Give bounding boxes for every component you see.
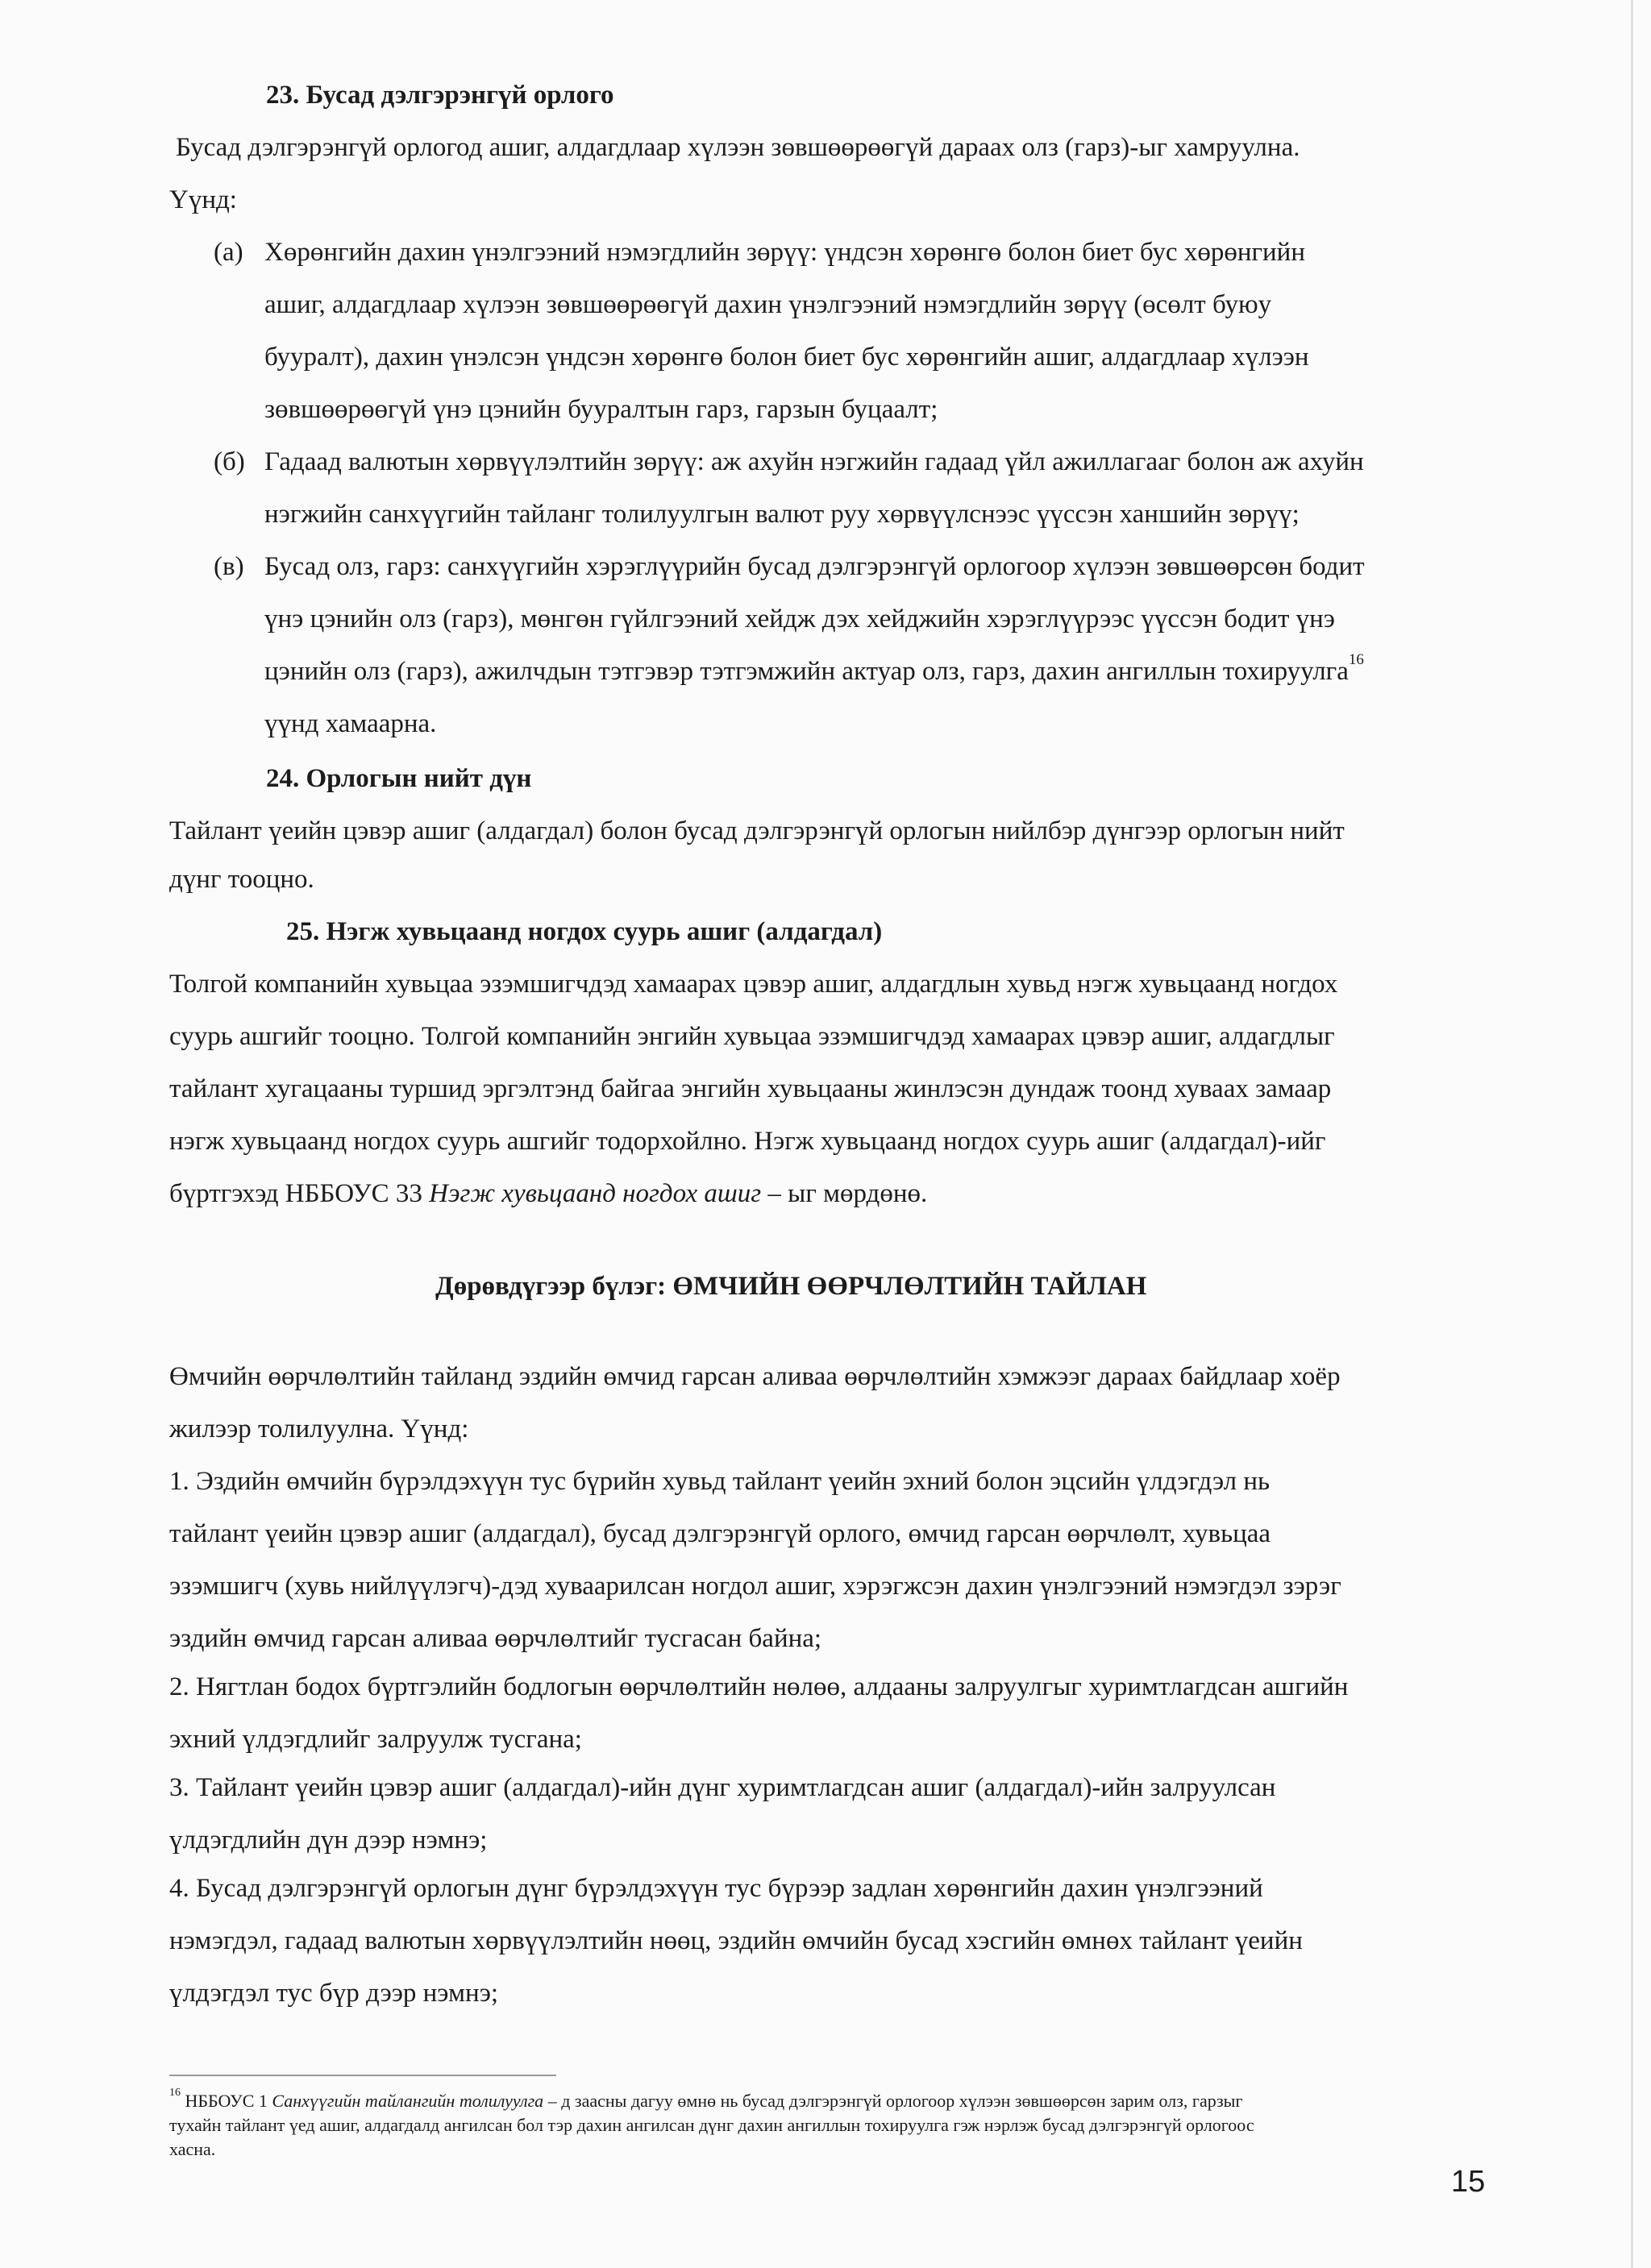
section-25-last-suffix: – ыг мөрдөнө. — [761, 1179, 928, 1208]
standard-title-italic: Нэгж хувьцаанд ногдох ашиг — [429, 1179, 762, 1208]
point-1-line-2: тайлант үеийн цэвэр ашиг (алдагдал), бусад дэлгэрэнгүй орлого, өмчид гарсан өөрчлөлт, хувьцаа — [169, 1519, 1271, 1548]
section-25-line-5 — [169, 1181, 927, 1207]
section-25-line-1: Толгой компанийн хувьцаа эзэмшигчдэд хамаарах цэвэр ашиг, алдагдлын хувьд нэгж хувьцаанд ногдох — [169, 970, 1338, 999]
item-c-line-1: Бусад олз, гарз: санхүүгийн хэрэглүүрийн бусад дэлгэрэнгүй орлогоор хүлээн зөвшөөрсөн бодит — [264, 552, 1365, 581]
item-c-line-3 — [264, 651, 1364, 686]
point-1-line-4: эздийн өмчид гарсан аливаа өөрчлөлтийг тусгасан байна; — [169, 1624, 822, 1653]
chapter-intro-line-1: Өмчийн өөрчлөлтийн тайланд эздийн өмчид гарсан аливаа өөрчлөлтийн хэмжээг дараах байдлаар хоёр — [169, 1362, 1341, 1391]
footnote-line-1-rest: – д заасны дагуу өмнө нь бусад дэлгэрэнгүй орлогоор хүлээн зөвшөөрсөн зарим олз, гарзыг — [543, 2091, 1243, 2111]
point-4-line-1: 4. Бусад дэлгэрэнгүй орлогын дүнг бүрэлдэхүүн тус бүрээр задлан хөрөнгийн дахин үнэлгээний — [169, 1874, 1263, 1903]
page-number: 15 — [1451, 2165, 1486, 2199]
footnote-number: 16 — [169, 2087, 181, 2099]
item-c-line-2: үнэ цэнийн олз (гарз), мөнгөн гүйлгээний хейдж дэх хейджийн хэрэглүүрээс үүссэн бодит үнэ — [264, 604, 1335, 633]
chapter-intro-line-2: жилээр толилуулна. Үүнд: — [169, 1414, 469, 1443]
section-25-line-2: суурь ашгийг тооцно. Толгой компанийн энгийн хувьцаа эзэмшигчдэд хамаарах цэвэр ашиг, алдагдлыг — [169, 1022, 1335, 1051]
point-3-line-1: 3. Тайлант үеийн цэвэр ашиг (алдагдал)-ийн дүнг хуримтлагдсан ашиг (алдагдал)-ийн залруулсан — [169, 1773, 1276, 1802]
item-a-line-2: ашиг, алдагдлаар хүлээн зөвшөөрөөгүй дахин үнэлгээний нэмэгдлийн зөрүү (өсөлт буюу — [264, 290, 1272, 319]
item-a-line-3: бууралт), дахин үнэлсэн үндсэн хөрөнгө болон биет бус хөрөнгийн ашиг, алдагдлаар хүлээн — [264, 343, 1309, 372]
section-25-heading: 25. Нэгж хувьцаанд ногдох суурь ашиг (алдагдал) — [286, 917, 883, 946]
chapter-title: Дөрөвдүгээр бүлэг: ӨМЧИЙН ӨӨРЧЛӨЛТИЙН ТАЙЛАН — [435, 1272, 1147, 1301]
point-4-line-2: нэмэгдэл, гадаад валютын хөрвүүлэлтийн нөөц, эздийн өмчийн бусад хэсгийн өмнөх тайлант үеийн — [169, 1926, 1303, 1955]
item-c-line-4: үүнд хамаарна. — [264, 709, 437, 738]
footnote-line-2: тухайн тайлант үед ашиг, алдагдалд ангилсан бол тэр дахин ангилсан дүнг дахин ангиллын тохируулга гэж нэрлэж бусад дэлгэрэнгүй орлогоос — [169, 2115, 1254, 2135]
section-23-heading: 23. Бусад дэлгэрэнгүй орлого — [266, 81, 614, 110]
item-c-line-3-text: цэнийн олз (гарз), ажилчдын тэтгэвэр тэтгэмжийн актуар олз, гарз, дахин ангиллын тохируулга — [264, 657, 1349, 686]
point-2-line-2: эхний үлдэгдлийг залруулж тусгана; — [169, 1725, 582, 1754]
item-a-line-1: Хөрөнгийн дахин үнэлгээний нэмэгдлийн зөрүү: үндсэн хөрөнгө болон биет бус хөрөнгийн — [264, 238, 1305, 267]
section-23-intro-text: Бусад дэлгэрэнгүй орлогод ашиг, алдагдлаар хүлээн зөвшөөрөөгүй дараах олз (гарз)-ыг хамруулна. — [176, 133, 1300, 162]
section-25-line-3: тайлант хугацааны туршид эргэлтэнд байгаа энгийн хувьцааны жинлэсэн дундаж тоонд хуваах замаар — [169, 1074, 1332, 1103]
section-24-line-1: Тайлант үеийн цэвэр ашиг (алдагдал) болон бусад дэлгэрэнгүй орлогын нийлбэр дүнгээр орлогын нийт — [169, 816, 1345, 845]
footnote-line-1 — [169, 2087, 1243, 2111]
page-edge — [1631, 0, 1633, 2268]
footnote-ref-16: 16 — [1348, 651, 1364, 668]
item-c-label: (в) — [214, 552, 244, 581]
item-a-label: (а) — [214, 238, 243, 267]
point-1-line-1: 1. Эздийн өмчийн бүрэлдэхүүн тус бүрийн хувьд тайлант үеийн эхний болон эцсийн үлдэгдэл нь — [169, 1467, 1270, 1496]
footnote-italic-title: Санхүүгийн тайлангийн толилуулга — [272, 2091, 544, 2111]
item-b-line-2: нэгжийн санхүүгийн тайланг толилуулгын валют руу хөрвүүлснээс үүссэн ханшийн зөрүү; — [264, 500, 1300, 529]
section-23-intro-line-1 — [176, 135, 1486, 161]
section-25-line-4: нэгж хувьцаанд ногдох суурь ашгийг тодорхойлно. Нэгж хувьцаанд ногдох суурь ашиг (алдагдал)-ийг — [169, 1127, 1326, 1156]
point-2-line-1: 2. Нягтлан бодох бүртгэлийн бодлогын өөрчлөлтийн нөлөө, алдааны залруулгыг хуримтлагдсан ашгийн — [169, 1672, 1349, 1701]
item-b-line-1: Гадаад валютын хөрвүүлэлтийн зөрүү: аж ахуйн нэгжийн гадаад үйл ажиллагааг болон аж ахуйн — [264, 447, 1364, 476]
section-25-last-prefix: бүртгэхэд НББОУС 33 — [169, 1179, 430, 1208]
point-4-line-3: үлдэгдэл тус бүр дээр нэмнэ; — [169, 1979, 499, 2008]
item-b-label: (б) — [214, 447, 245, 476]
point-1-line-3: эзэмшигч (хувь нийлүүлэгч)-дэд хуваарилсан ногдол ашиг, хэрэгжсэн дахин үнэлгээний нэмэгдэл зэрэг — [169, 1572, 1341, 1601]
section-23-intro-line-2: Үүнд: — [169, 185, 237, 214]
footnote-rule — [169, 2075, 556, 2076]
section-24-line-2: дүнг тооцно. — [169, 865, 314, 894]
footnote-prefix: НББОУС 1 — [181, 2091, 272, 2111]
item-a-line-4: зөвшөөрөөгүй үнэ цэнийн бууралтын гарз, гарзын буцаалт; — [264, 395, 938, 424]
footnote-line-3: хасна. — [169, 2139, 216, 2159]
section-24-heading: 24. Орлогын нийт дүн — [266, 764, 532, 793]
point-3-line-2: үлдэгдлийн дүн дээр нэмнэ; — [169, 1826, 488, 1855]
